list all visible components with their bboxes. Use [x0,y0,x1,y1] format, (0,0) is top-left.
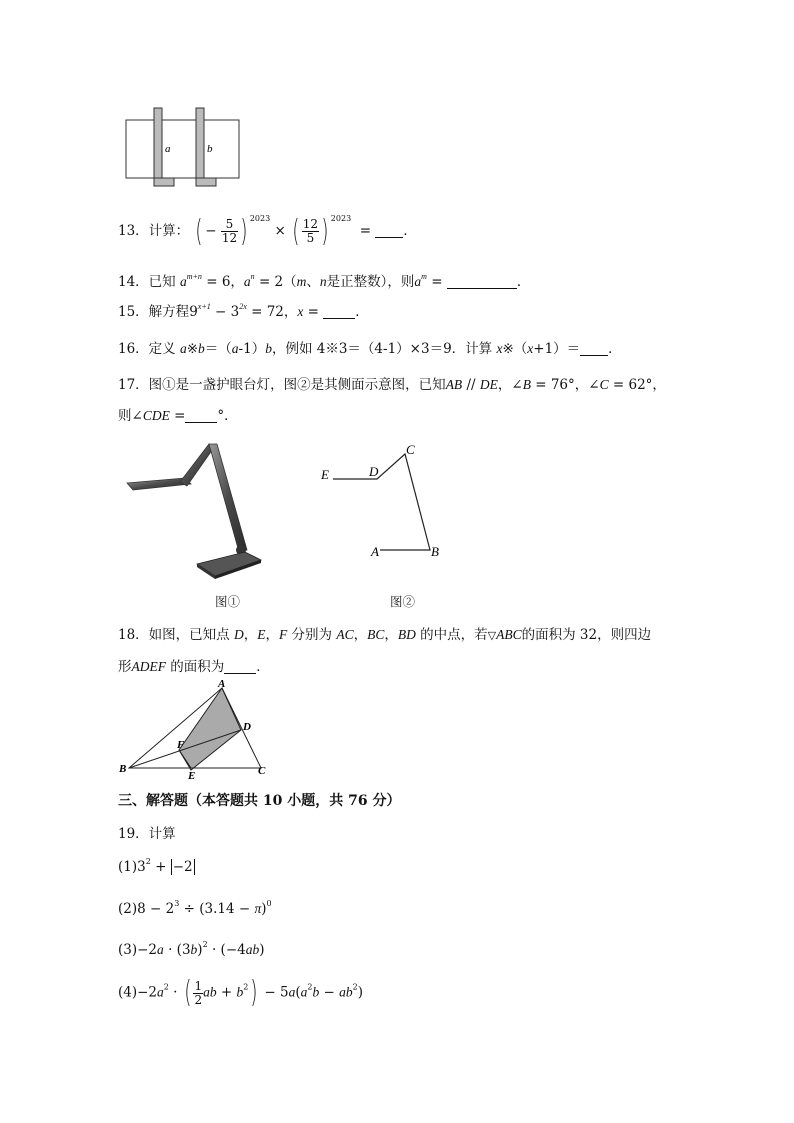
answer-blank [580,342,608,357]
question-19-part-3: $(3)-2a \cdot (3b)^2 \cdot (-4ab)$ [118,940,265,958]
question-19-part-4: $(4)-2a^2$ · ( $\frac{1}{2}$ ab + $b^2) - 5a(a^2b - ab^2)$ [118,975,363,1010]
figure-1-caption: 图① [215,594,241,609]
question-18-line1: 18．如图，已知点 D，E，F 分别为 AC，BC，BD 的中点，若▽ABC的面积为 32，则四边 [118,627,652,643]
question-14: 14．已知 $a^{m+n} = 6$，$a^n = 2(m$、n是正整数），则$a^m$ = ． [118,272,531,290]
label-a: a [165,143,171,155]
question-16: 16．定义 a※b＝（a-1）b，例如 4※3＝（4-1）×3＝9．计算 x※（x+1）＝ ． [118,341,622,357]
point-D: D [243,721,251,733]
desk-lamp-image [125,438,265,583]
point-D: D [369,464,379,479]
question-15: 15．解方程$9^{x+1} - 3^{2x} = 72$，x = ． [118,302,369,320]
point-A: A [371,544,379,559]
question-19-part-2: $(2)8 - 2^3 \div (3.14 - \pi)^0$ [118,899,272,917]
question-19-title: 19．计算 [118,826,176,842]
answer-blank [447,275,517,290]
answer-blank [185,409,217,424]
strip-rectangle-figure [118,100,248,195]
answer-blank [375,224,403,239]
point-B: B [431,544,439,559]
question-17-line2: 则∠CDE = °． [118,408,238,424]
question-13: 13．计算： ( − $\frac{5}{12}$ ) $^{2023}$ × ( $\frac{12}{5}$ ) $^{2023}$ = ． [118,213,417,249]
answer-blank [323,305,355,320]
fraction-5-12: $\frac{5}{12}$ [221,217,238,245]
question-19-part-1: $(1)3^2 + -2$ [118,857,193,875]
fraction-1-2: $\frac{1}{2}$ [194,978,203,1007]
question-18-line2: 形ADEF 的面积为 ． [118,659,270,675]
point-E: E [321,467,329,482]
point-C: C [258,765,266,777]
figure-2-caption: 图② [390,594,416,609]
section-3-title: 三、解答题（本答题共 10 小题，共 76 分） [118,793,401,809]
triangle-adef-diagram [115,678,280,783]
lamp-side-diagram [315,438,450,568]
point-E: E [188,770,196,782]
point-A: A [218,678,226,690]
point-F: F [177,739,185,751]
point-C: C [406,442,415,457]
point-B: B [119,763,127,775]
question-17-line1: 17．图①是一盏护眼台灯，图②是其侧面示意图，已知AB // DE，∠B = 76°，∠C = 62°， [118,377,666,393]
label-b: b [207,143,213,155]
answer-blank [224,660,256,675]
fraction-12-5: $\frac{12}{5}$ [302,217,319,245]
